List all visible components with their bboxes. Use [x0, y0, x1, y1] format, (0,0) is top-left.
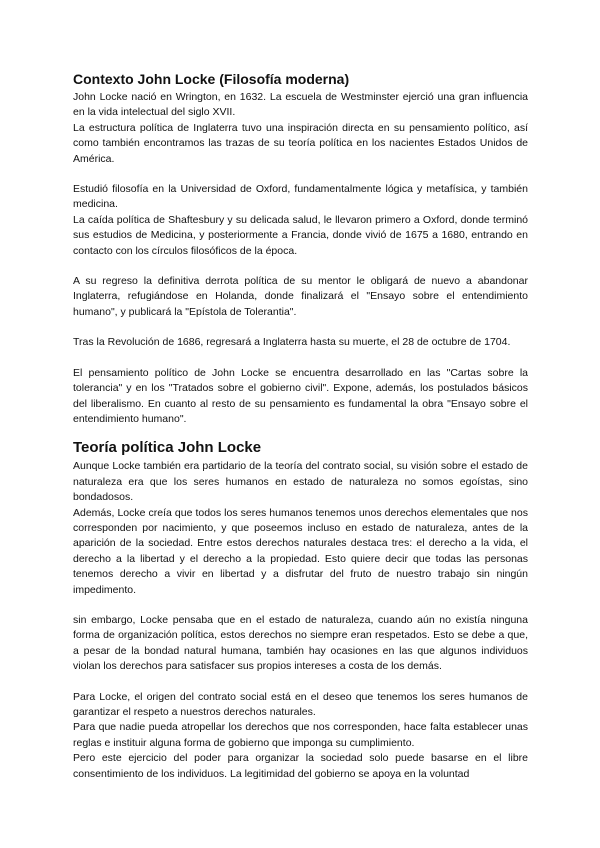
- paragraph: Aunque Locke también era partidario de la teoría del contrato social, su visión sobre el estado de naturaleza era que los seres humanos en estado de naturaleza no somos egoístas, sino bondadosos.: [73, 460, 528, 504]
- section-title-teoria: Teoría política John Locke: [73, 439, 262, 457]
- paragraph: Pero este ejercicio del poder para organizar la sociedad solo puede basarse en el libre consentimiento de los individuos. La legitimidad del gobierno se apoya en la voluntad: [73, 752, 528, 780]
- paragraph: La estructura política de Inglaterra tuvo una inspiración directa en su pensamiento político, así como también encontramos las trazas de su teoría política en los nacientes Estados Unidos de América.: [73, 121, 528, 165]
- paragraph: Estudió filosofía en la Universidad de Oxford, fundamentalmente lógica y metafísica, y también medicina.: [73, 183, 528, 211]
- section-title-contexto: Contexto John Locke (Filosofía moderna): [73, 71, 350, 87]
- paragraph: Tras la Revolución de 1686, regresará a Inglaterra hasta su muerte, el 28 de octubre de 1704.: [73, 336, 511, 349]
- paragraph: La caída política de Shaftesbury y su delicada salud, le llevaron primero a Oxford, donde terminó sus estudios de Medicina, y posteriormente a Francia, donde vivió de 1675 a 1680, entrando en contacto con los círculos filosóficos de la época.: [73, 213, 528, 257]
- paragraph: Además, Locke creía que todos los seres humanos tenemos unos derechos elementales que nos corresponden por nacimiento, y que poseemos incluso en estado de naturaleza, antes de la aparición de la sociedad. Entre estos derechos naturales destaca tres: el derecho a la vida, el derecho a la libertad y el derecho a la propiedad. Esto quiere decir que todas las personas tenemos derecho a vivir en libertad y a disfrutar del fruto de nuestro trabajo sin ningún impedimento.: [73, 506, 528, 596]
- paragraph: John Locke nació en Wrington, en 1632. La escuela de Westminster ejerció una gran influencia en la vida intelectual del siglo XVII.: [73, 91, 528, 119]
- paragraph: El pensamiento político de John Locke se encuentra desarrollado en las "Cartas sobre la tolerancia" y en los "Tratados sobre el gobierno civil". Expone, además, los postulados básicos del liberalismo. En cuanto al resto de su pensamiento es fundamental la obra "Ensayo sobre el entendimiento humano".: [73, 366, 528, 425]
- paragraph: Para que nadie pueda atropellar los derechos que nos corresponden, hace falta establecer unas reglas e instituir alguna forma de gobierno que imponga su cumplimiento.: [73, 721, 528, 749]
- paragraph: sin embargo, Locke pensaba que en el estado de naturaleza, cuando aún no existía ninguna forma de organización política, estos derechos no siempre eran respetados. Esto se debe a que, a pesar de la bondad natural humana, también hay ocasiones en las que algunos individuos violan los derechos para satisfacer sus propios intereses a costa de los demás.: [73, 613, 528, 673]
- paragraph: Para Locke, el origen del contrato social está en el deseo que tenemos los seres humanos de garantizar el respeto a nuestros derechos naturales.: [73, 690, 528, 718]
- paragraph: A su regreso la definitiva derrota política de su mentor le obligará de nuevo a abandonar Inglaterra, refugiándose en Holanda, donde finalizará el "Ensayo sobre el entendimiento humano", y publicará la "Epístola de Tolerantia".: [73, 275, 528, 318]
- document-page: [73, 70, 528, 782]
